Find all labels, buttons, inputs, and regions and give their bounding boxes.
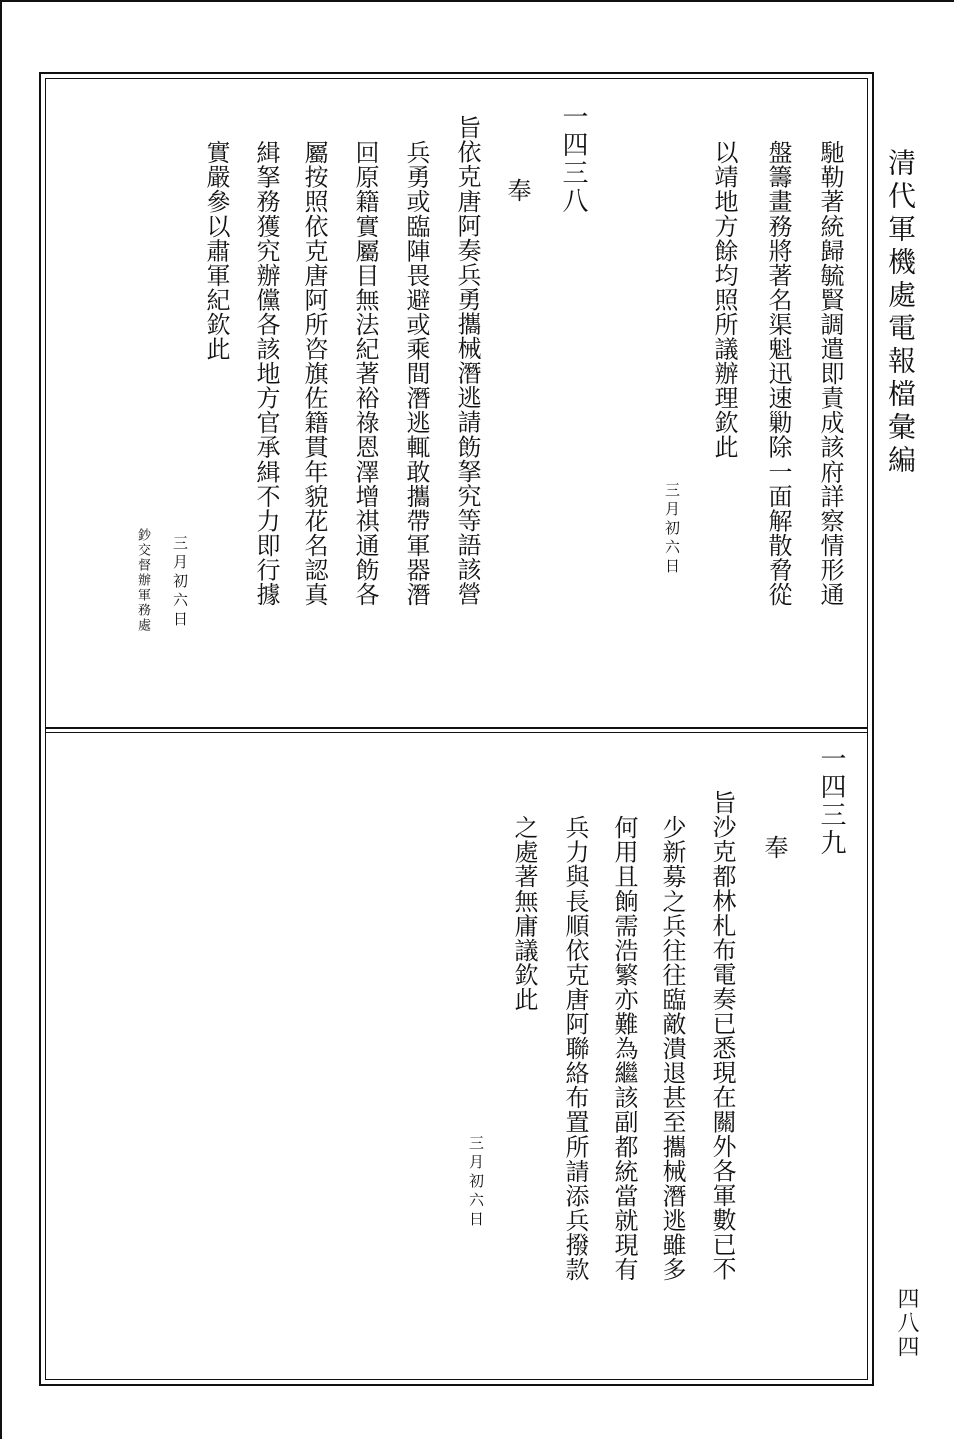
document-date: 三月初六日 xyxy=(663,482,681,577)
text-line: 屬按照依克唐阿所咨旗佐籍貫年貌花名認真 xyxy=(300,140,328,607)
text-line: 何用且餉需浩繁亦難為繼該副都統當就現有 xyxy=(610,815,638,1282)
document-date: 三月初六日 xyxy=(467,1135,485,1230)
panel-divider-inner xyxy=(45,732,868,733)
text-line: 兵力與長順依克唐阿聯絡布置所請添兵撥款 xyxy=(561,815,589,1282)
document-note: 鈔交督辦軍務處 xyxy=(135,528,150,633)
text-line: 馳勒著統歸毓賢調遣即責成該府詳察情形通 xyxy=(816,140,844,607)
text-line: 緝拏務獲究辦儻各該地方官承緝不力即行據 xyxy=(252,140,280,607)
text-line: 以靖地方餘均照所議辦理欽此 xyxy=(710,140,738,460)
text-line: 少新募之兵往往臨敵潰退甚至攜械潛逃雖多 xyxy=(658,815,686,1282)
text-line: 旨沙克都林札布電奏已悉現在關外各軍數已不 xyxy=(708,790,736,1281)
text-line: 兵勇或臨陣畏避或乘間潛逃輒敢攜帶軍器潛 xyxy=(402,140,430,607)
text-line: 實嚴參以肅軍紀欽此 xyxy=(202,140,230,361)
document-heading: 奉 xyxy=(760,835,788,860)
collection-title: 清代軍機處電報檔彙編 xyxy=(884,148,917,478)
text-line: 回原籍實屬目無法紀著裕祿恩澤增祺通飭各 xyxy=(351,140,379,607)
page-number: 四八四 xyxy=(894,1287,919,1359)
text-line: 旨依克唐阿奏兵勇攜械潛逃請飭拏究等語該營 xyxy=(453,115,481,606)
page-edge-top xyxy=(0,0,954,2)
panel-divider xyxy=(45,727,868,729)
document-heading: 奉 xyxy=(503,178,531,203)
document-date: 三月初六日 xyxy=(171,535,189,630)
page-edge-left xyxy=(0,0,2,1439)
document-number: 一四三八 xyxy=(558,103,588,215)
text-line: 盤籌畫務將著名渠魁迅速勦除一面解散脅從 xyxy=(764,140,792,607)
text-line: 之處著無庸議欽此 xyxy=(510,815,538,1012)
document-number: 一四三九 xyxy=(816,745,846,857)
